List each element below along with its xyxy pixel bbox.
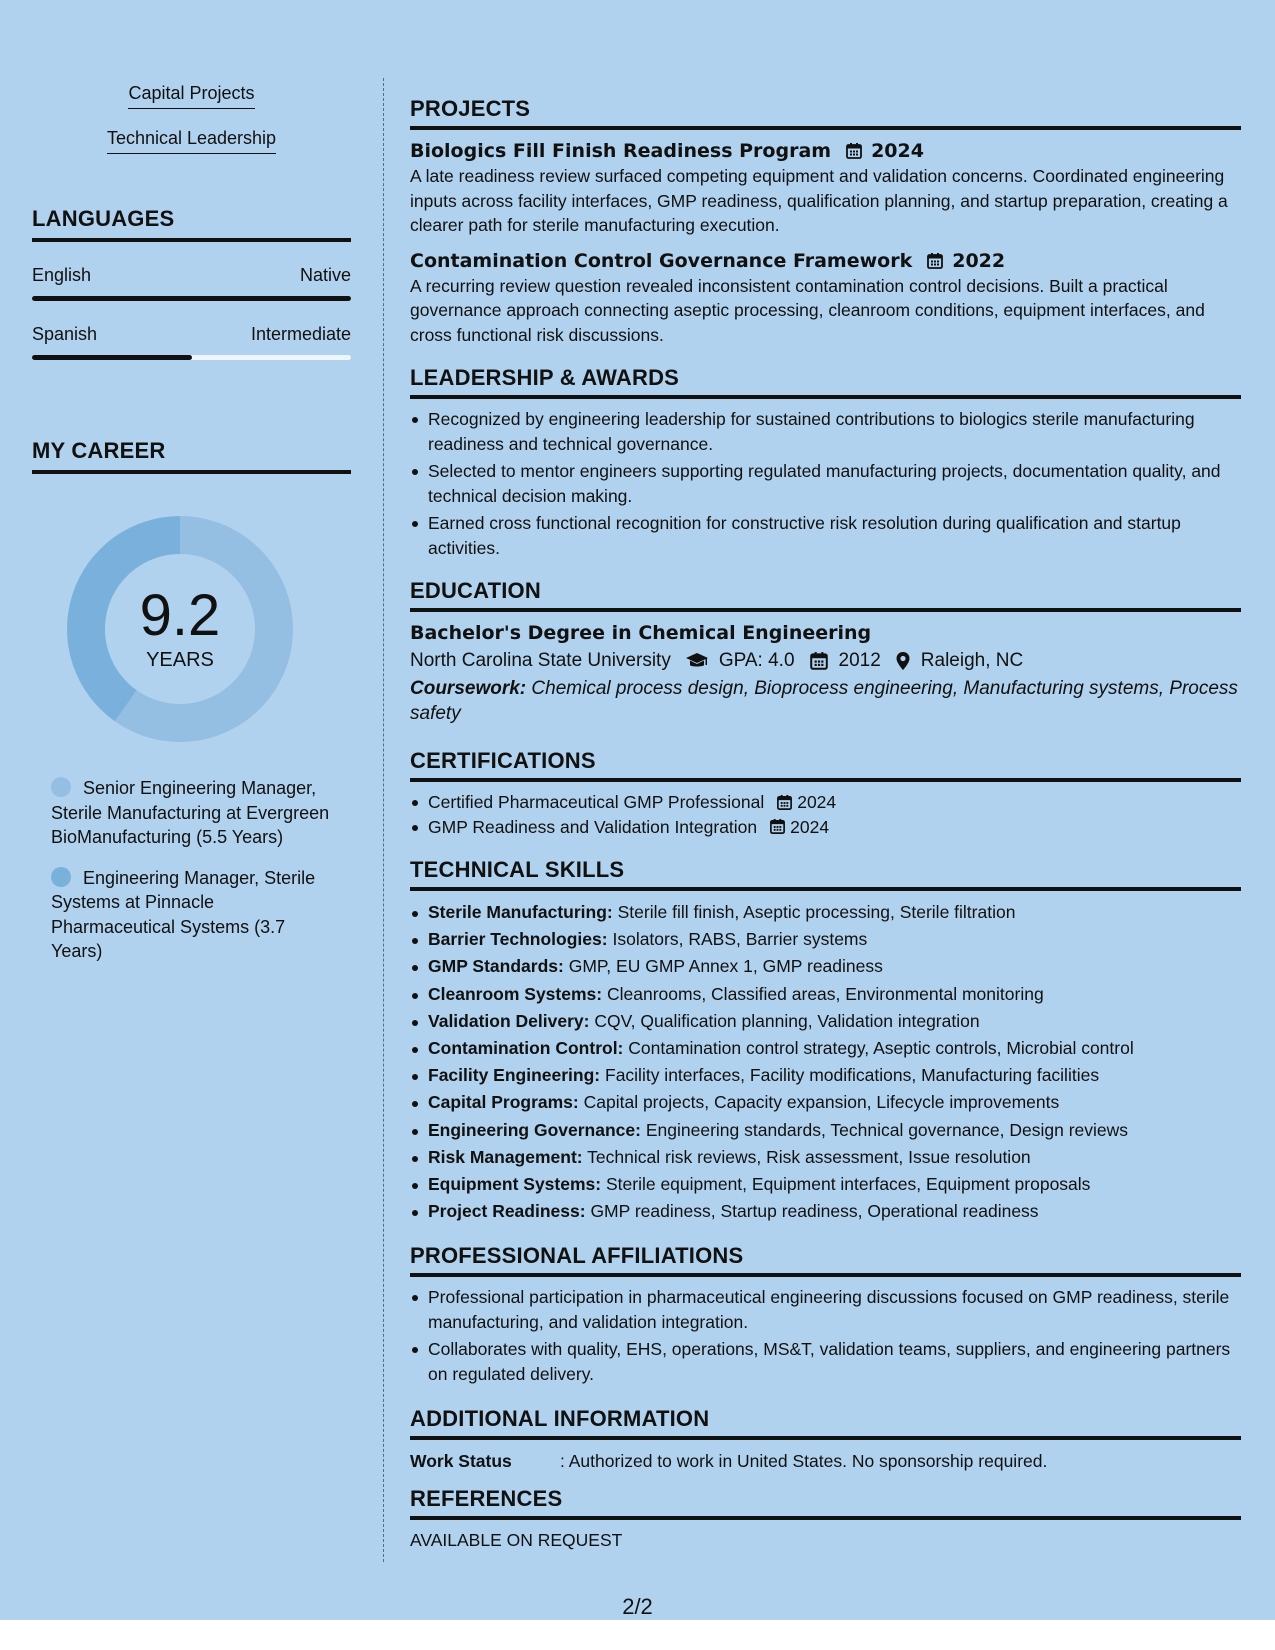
projects-title: PROJECTS: [410, 96, 1241, 130]
skill-item: [410, 1035, 1241, 1062]
skill-label: Contamination Control:: [428, 1038, 624, 1059]
career-legend-dot: [51, 777, 71, 797]
career-heading: MY CAREER: [32, 438, 351, 474]
skill-item: [410, 953, 1241, 980]
affiliations-title: PROFESSIONAL AFFILIATIONS: [410, 1243, 1241, 1277]
skill-value: GMP, EU GMP Annex 1, GMP readiness: [568, 956, 883, 977]
list-item: Earned cross functional recognition for constructive risk resolution during qualification and startup activities.: [410, 511, 1241, 560]
career-total-unit: YEARS: [146, 648, 214, 671]
skill-label: Facility Engineering:: [428, 1065, 601, 1086]
skill-label: Validation Delivery:: [428, 1010, 590, 1031]
sidebar: [32, 82, 351, 964]
calendar-icon: [776, 794, 793, 811]
education-year: 2012: [838, 650, 881, 671]
calendar-icon: [809, 651, 829, 671]
project-item: [410, 248, 1241, 348]
project-year: 2024: [871, 140, 924, 162]
education-location: Raleigh, NC: [920, 650, 1024, 671]
list-item: [410, 815, 1241, 840]
career-item-text: Senior Engineering Manager, Sterile Manufacturing at Evergreen BioManufacturing (5.5 Years): [51, 778, 330, 847]
skill-label: Engineering Governance:: [428, 1119, 641, 1140]
skill-label: Cleanroom Systems:: [428, 983, 603, 1004]
education-section: [410, 578, 1241, 726]
certifications-title: CERTIFICATIONS: [410, 748, 1241, 782]
career-donut-chart: [67, 516, 293, 742]
language-level: Native: [299, 265, 351, 285]
education-coursework: [410, 676, 1241, 726]
certification-year: 2024: [790, 816, 830, 837]
references-title: REFERENCES: [410, 1486, 1241, 1520]
skill-item: [410, 1089, 1241, 1116]
career-legend-dot: [51, 867, 71, 887]
main-column: [410, 96, 1241, 1570]
education-meta: [410, 646, 1241, 676]
page-bottom-margin: [0, 1620, 1275, 1650]
language-proficiency-fill: [32, 296, 351, 301]
skill-value: Sterile equipment, Equipment interfaces, Equipment proposals: [605, 1174, 1091, 1195]
tag-technical-leadership: Technical Leadership: [107, 127, 276, 154]
graduation-cap-icon: [685, 651, 709, 671]
education-degree: Bachelor's Degree in Chemical Engineering: [410, 622, 872, 644]
language-name: English: [32, 265, 92, 285]
list-item: Professional participation in pharmaceutical engineering discussions focused on GMP readiness, sterile manufacturing, and validation integration.: [410, 1285, 1241, 1334]
language-proficiency-fill: [32, 355, 192, 360]
skill-item: [410, 1117, 1241, 1144]
skill-value: Technical risk reviews, Risk assessment, Issue resolution: [587, 1146, 1031, 1167]
work-status-label: Work Status: [410, 1451, 512, 1472]
references-text: AVAILABLE ON REQUEST: [410, 1530, 623, 1551]
project-description: A late readiness review surfaced competing equipment and validation concerns. Coordinated engineering inputs across facility interfaces, GMP readiness, qualification planning, and startup preparation, creating a clearer path for sterile manufacturing execution.: [410, 166, 1228, 235]
certifications-list: [410, 790, 1241, 839]
education-gpa: GPA: 4.0: [718, 650, 795, 671]
skill-item: [410, 1144, 1241, 1171]
work-status-row: [410, 1448, 1241, 1474]
skill-label: Barrier Technologies:: [428, 929, 608, 950]
skill-item: [410, 1008, 1241, 1035]
career-item-text: Engineering Manager, Sterile Systems at Pinnacle Pharmaceutical Systems (3.7 Years): [51, 867, 316, 961]
skills-title: TECHNICAL SKILLS: [410, 857, 1241, 891]
language-proficiency-bar: [32, 355, 351, 360]
list-item: [410, 790, 1241, 815]
leadership-list: [410, 407, 1241, 560]
skill-label: Capital Programs:: [428, 1092, 579, 1113]
skill-value: Sterile fill finish, Aseptic processing, Sterile filtration: [617, 902, 1016, 922]
calendar-icon: [926, 252, 944, 270]
skill-value: Cleanrooms, Classified areas, Environmental monitoring: [606, 983, 1044, 1004]
career-item: [51, 776, 331, 850]
education-school: North Carolina State University: [410, 650, 671, 671]
coursework-label: Coursework:: [410, 678, 527, 699]
project-year: 2022: [952, 249, 1006, 272]
career-list: [51, 776, 331, 964]
skill-value: CQV, Qualification planning, Validation integration: [594, 1010, 980, 1031]
certification-name: GMP Readiness and Validation Integration: [428, 816, 758, 837]
language-proficiency-bar: [32, 296, 351, 301]
coursework-text: Chemical process design, Bioprocess engineering, Manufacturing systems, Process safety: [410, 678, 1238, 724]
skills-list: [410, 899, 1241, 1225]
skill-label: Sterile Manufacturing:: [428, 902, 613, 922]
skill-value: Engineering standards, Technical governance, Design reviews: [645, 1119, 1129, 1140]
additional-title: ADDITIONAL INFORMATION: [410, 1406, 1241, 1440]
location-pin-icon: [895, 651, 911, 671]
languages-heading: LANGUAGES: [32, 206, 351, 242]
affiliations-list: [410, 1285, 1241, 1386]
skill-value: GMP readiness, Startup readiness, Operational readiness: [590, 1201, 1039, 1222]
calendar-icon: [769, 818, 786, 835]
affiliations-section: [410, 1243, 1241, 1386]
list-item: Collaborates with quality, EHS, operations, MS&T, validation teams, suppliers, and engineering partners on regulated delivery.: [410, 1337, 1241, 1386]
language-item-spanish: [32, 323, 351, 360]
projects-section: [410, 96, 1241, 347]
list-item: Recognized by engineering leadership for sustained contributions to biologics sterile manufacturing readiness and technical governance.: [410, 407, 1241, 456]
project-name: Contamination Control Governance Framework: [410, 249, 913, 272]
skill-item: [410, 1062, 1241, 1089]
certifications-section: [410, 748, 1241, 839]
language-item-english: [32, 264, 351, 301]
skill-value: Capital projects, Capacity expansion, Lifecycle improvements: [583, 1092, 1060, 1113]
page-number: 2/2: [622, 1594, 653, 1619]
language-name: Spanish: [32, 324, 98, 344]
skill-item: [410, 899, 1241, 926]
calendar-icon: [845, 142, 863, 160]
skill-item: [410, 926, 1241, 953]
project-description: A recurring review question revealed inconsistent contamination control decisions. Built a practical governance approach connecting aseptic processing, cleanroom conditions, equipment interfaces, and cross functional risk discussions.: [410, 275, 1205, 345]
certification-name: Certified Pharmaceutical GMP Professional: [428, 792, 765, 812]
skill-label: Project Readiness:: [428, 1201, 586, 1222]
education-title: EDUCATION: [410, 578, 1241, 612]
skill-value: Isolators, RABS, Barrier systems: [612, 929, 868, 950]
list-item: Selected to mentor engineers supporting regulated manufacturing projects, documentation quality, and technical decision making.: [410, 459, 1241, 508]
skill-item: [410, 981, 1241, 1008]
skill-label: Equipment Systems:: [428, 1174, 602, 1195]
skill-label: GMP Standards:: [428, 956, 564, 977]
career-item: [51, 866, 331, 964]
skill-value: Facility interfaces, Facility modifications, Manufacturing facilities: [605, 1065, 1100, 1086]
career-total-value: 9.2: [139, 582, 221, 648]
additional-section: [410, 1406, 1241, 1474]
skill-item: [410, 1171, 1241, 1198]
project-item: [410, 138, 1241, 238]
skill-label: Risk Management:: [428, 1146, 583, 1167]
language-level: Intermediate: [250, 324, 351, 344]
tag-list: [32, 82, 351, 154]
skills-section: [410, 857, 1241, 1225]
skill-value: Contamination control strategy, Aseptic controls, Microbial control: [628, 1038, 1134, 1059]
leadership-section: [410, 365, 1241, 560]
leadership-title: LEADERSHIP & AWARDS: [410, 365, 1241, 399]
tag-capital-projects: Capital Projects: [128, 82, 254, 109]
project-name: Biologics Fill Finish Readiness Program: [410, 140, 832, 162]
work-status-value: : Authorized to work in United States. No sponsorship required.: [560, 1451, 1048, 1472]
skill-item: [410, 1198, 1241, 1225]
references-section: [410, 1486, 1241, 1552]
certification-year: 2024: [797, 792, 837, 812]
column-divider: [383, 78, 384, 1562]
